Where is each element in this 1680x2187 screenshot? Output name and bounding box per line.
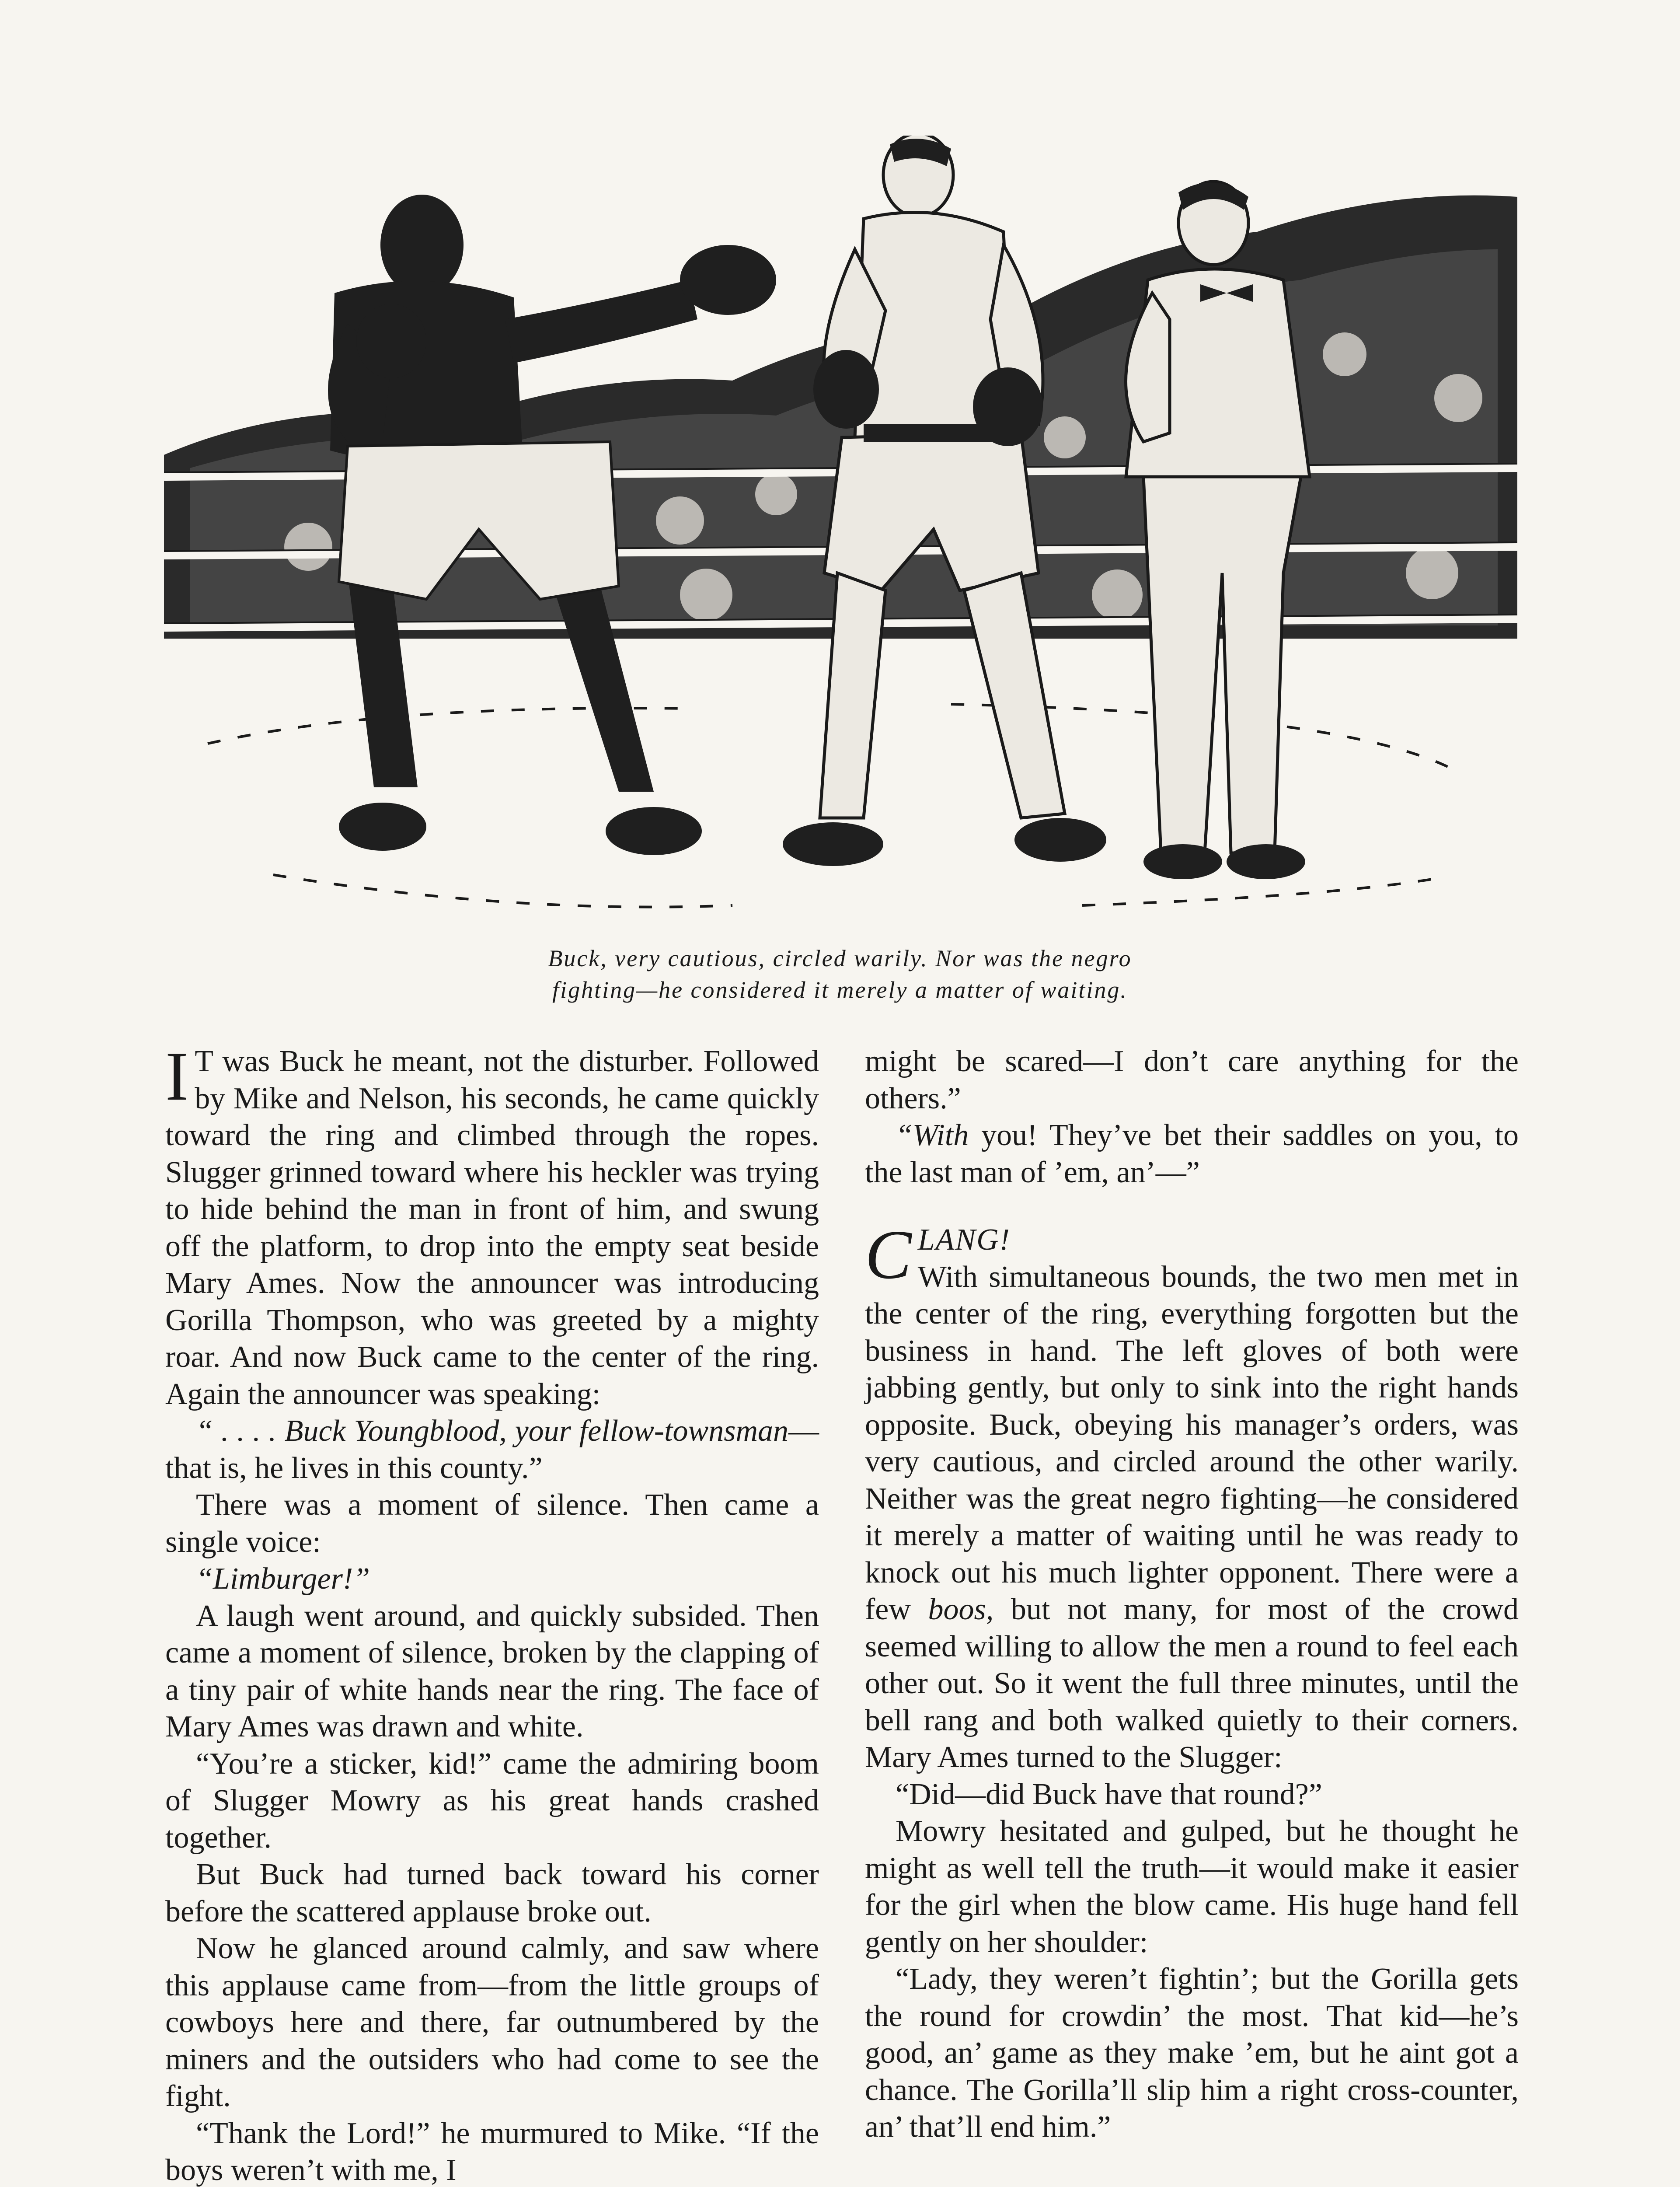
caption-line: Buck, very cautious, circled warily. Nor was the negro [548, 945, 1132, 971]
paragraph: “Did—did Buck have that round?” [896, 1777, 1322, 1811]
drop-cap: I [165, 1037, 189, 1115]
caption-line: fighting—he considered it merely a matter of waiting. [552, 977, 1128, 1003]
paragraph: I T was Buck he meant, not the disturber. Followed by Mike and Nelson, his seconds, he came quickly toward the ring and climbed through the ropes. Slugger grinned toward where his heckler was trying to hide behind the man in front of him, and swung off the platform, to drop into the empty seat beside Mary Ames. Now the announcer was introducing Gorilla Thompson, who was greeted by a mighty roar. And now Buck came to the center of the ring. Again the announcer was speaking: [165, 1037, 819, 1411]
paragraph: But Buck had turned back toward his corner before the scattered applause broke out. [165, 1858, 819, 1928]
paragraph: “Lady, they weren’t fightin’; but the Gorilla gets the round for crowdin’ the most. That kid—he’s good, an’ game as they make ’em, but he aint got a chance. The Gorilla’ll slip him a right cross-counter, an’ that’ll end him.” [865, 1962, 1519, 2144]
paragraph: “Limburger!” [196, 1562, 370, 1596]
paragraph: There was a moment of silence. Then came a single voice: [165, 1488, 819, 1559]
paragraph: “With you! They’ve bet their saddles on you, to the last man of ’em, an’—” [865, 1118, 1519, 1189]
illustration-caption [0, 943, 1680, 1006]
right-column [865, 1043, 1519, 2146]
paragraph: Now he glanced around calmly, and saw where this applause came from—from the little groups of cowboys here and there, far outnumbered by the miners and the outsiders who had come to see the fight. [165, 1932, 819, 2113]
paragraph: Mowry hesitated and gulped, but he thought he might as well tell the truth—it would make it easier for the girl when the blow came. His huge hand fell gently on her shoulder: [865, 1814, 1519, 1959]
paragraph: A laugh went around, and quickly subsided. Then came a moment of silence, broken by the clapping of a tiny pair of white hands near the ring. The face of Mary Ames was drawn and white. [165, 1599, 819, 1743]
boxing-illustration [164, 136, 1517, 936]
drop-cap: C [865, 1216, 912, 1293]
paragraph: “Thank the Lord!” he murmured to Mike. “If the boys weren’t with me, I [165, 2116, 819, 2187]
paragraph: “ . . . . Buck Youngblood, your fellow-townsman—that is, he lives in this county.” [165, 1414, 819, 1485]
paragraph: might be scared—I don’t care anything for the others.” [865, 1045, 1519, 1115]
left-column [165, 1037, 819, 2187]
paragraph: “You’re a sticker, kid!” came the admiring boom of Slugger Mowry as his great hands crashed together. [165, 1747, 819, 1855]
section-heading: CLANG! With simultaneous bounds, the two men met in the center of the ring, everything forgotten but the business in hand. The left gloves of both were jabbing gently, but only to sink into the right hands opposite. Buck, obeying his manager’s orders, was very cautious, and circled around the other warily. Neither was the great negro fighting—he considered it merely a matter of waiting until he was ready to knock out his much lighter opponent. There were a few boos, but not many, for most of the crowd seemed willing to allow the men a round to feel each other out. So it went the full three minutes, until the bell rang and both walked quietly to their corners. Mary Ames turned to the Slugger: [865, 1216, 1519, 1774]
